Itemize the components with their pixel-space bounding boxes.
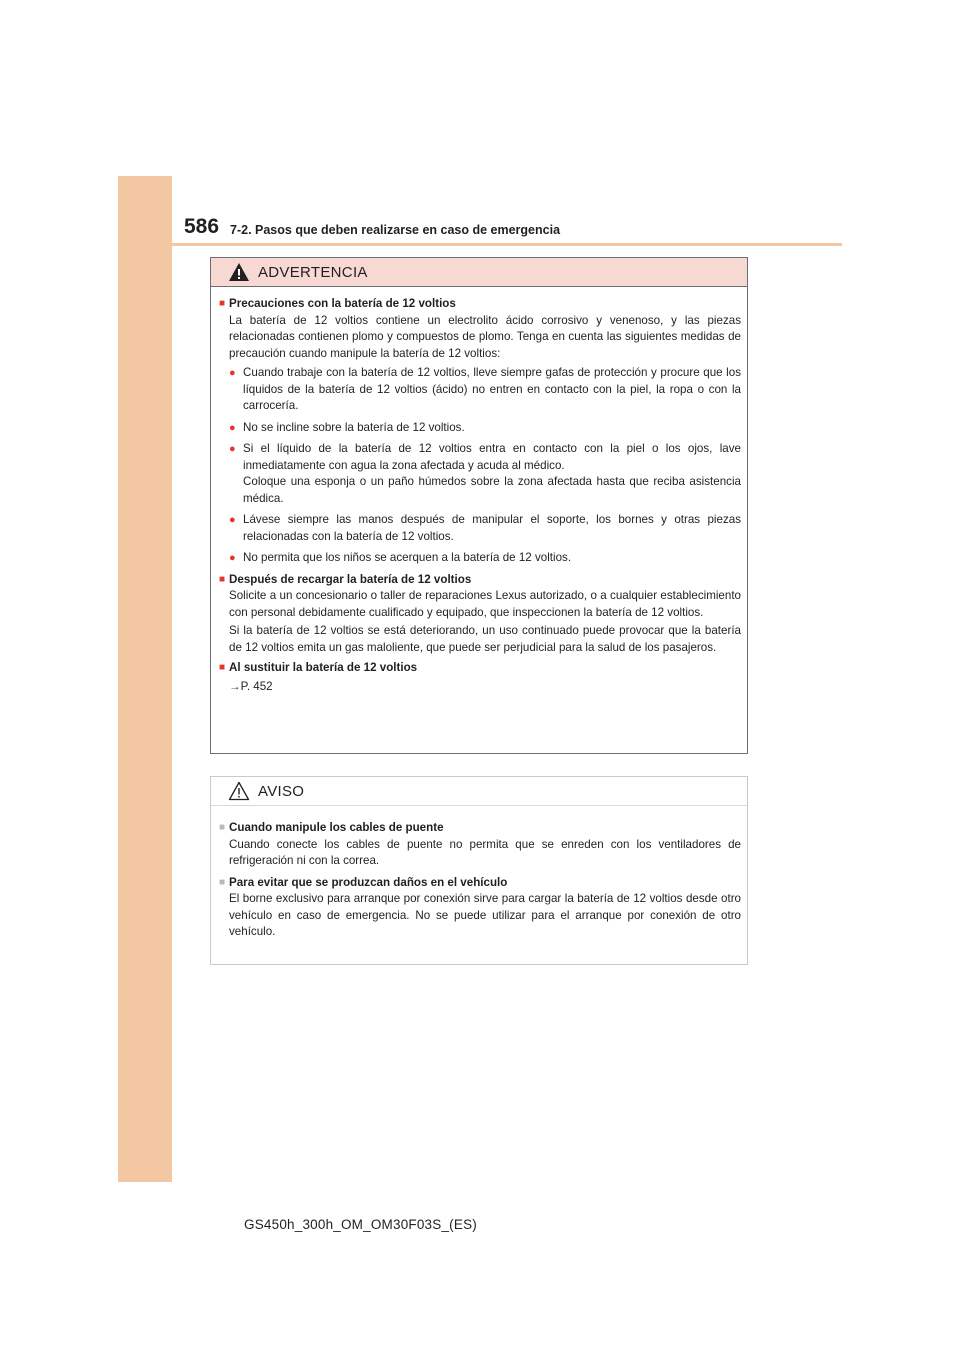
- paragraph: Solicite a un concesionario o taller de reparaciones Lexus autorizado, o a cualquier establecimiento con personal debidamente cualificado y equipado, que inspeccionen la batería de 12 voltios.: [229, 589, 741, 619]
- warning-box: [210, 257, 748, 754]
- page-reference-link[interactable]: →P. 452: [229, 679, 273, 693]
- warning-section-battery-precautions: [219, 296, 741, 567]
- paragraph: Cuando conecte los cables de puente no permita que se enreden con los ventiladores de refrigeración ni con la correa.: [229, 837, 741, 867]
- side-color-band: [118, 176, 172, 1182]
- warning-section-replace-battery: [219, 660, 741, 695]
- notice-section-jumper-cables: [219, 820, 741, 870]
- warning-section-after-recharge: [219, 572, 741, 657]
- square-bullet-icon: ■: [219, 662, 226, 673]
- circle-bullet-icon: ●: [229, 514, 236, 526]
- square-bullet-icon: ■: [219, 876, 226, 888]
- list-item: ● No permita que los niños se acerquen a la batería de 12 voltios.: [229, 550, 741, 567]
- circle-bullet-icon: ●: [229, 443, 236, 455]
- warning-triangle-filled-icon: [228, 262, 250, 282]
- circle-bullet-icon: ●: [229, 421, 236, 434]
- warning-title: ADVERTENCIA: [258, 263, 368, 281]
- circle-bullet-icon: ●: [229, 552, 236, 564]
- section-heading: Para evitar que se produzcan daños en el vehículo: [229, 875, 508, 889]
- section-title: 7-2. Pasos que deben realizarse en caso de emergencia: [230, 223, 561, 237]
- square-bullet-icon: ■: [219, 298, 226, 309]
- circle-bullet-icon: ●: [229, 367, 236, 379]
- paragraph: La batería de 12 voltios contiene un electrolito ácido corrosivo y venenoso, y las piezas relacionadas contienen plomo y compuestos de plomo. Tenga en cuenta las siguientes medidas de precaución cuando manipule la batería de 12 voltios:: [229, 313, 741, 360]
- section-heading: Al sustituir la batería de 12 voltios: [229, 661, 418, 674]
- page-number: 586: [184, 215, 220, 238]
- section-heading: Después de recargar la batería de 12 voltios: [229, 572, 472, 586]
- list-item: ● Lávese siempre las manos después de manipular el soporte, los bornes y otras piezas relacionadas con la batería de 12 voltios.: [229, 512, 741, 545]
- list-item: ● Si el líquido de la batería de 12 voltios entra en contacto con la piel o los ojos, lave inmediatamente con agua la zona afectada y acuda al médico. Coloque una esponja o un paño húmedos sobre la zona afectada hasta que reciba asistencia médica.: [229, 441, 741, 507]
- paragraph: Si la batería de 12 voltios se está deteriorando, un uso continuado puede provocar que la batería de 12 voltios emita un gas maloliente, que puede ser perjudicial para la salud de los pasajeros.: [229, 624, 741, 654]
- notice-header: [211, 777, 747, 806]
- list-item: ● Cuando trabaje con la batería de 12 voltios, lleve siempre gafas de protección y procure que los líquidos de la batería de 12 voltios (ácido) no entren en contacto con la piel, la ropa o con la carrocería.: [229, 365, 741, 415]
- notice-title: AVISO: [258, 782, 305, 800]
- header-rule: [172, 243, 842, 246]
- warning-header: [211, 258, 747, 287]
- warning-triangle-outline-icon: [228, 781, 250, 801]
- section-heading: Precauciones con la batería de 12 voltios: [229, 297, 456, 310]
- square-bullet-icon: ■: [219, 573, 226, 585]
- document-code-footer: GS450h_300h_OM_OM30F03S_(ES): [244, 1217, 477, 1232]
- section-heading: Cuando manipule los cables de puente: [229, 821, 444, 834]
- notice-box: [210, 776, 748, 965]
- paragraph: El borne exclusivo para arranque por conexión sirve para cargar la batería de 12 voltios desde otro vehículo en caso de emergencia. No se puede utilizar para el arranque por conexión de otro vehículo.: [229, 892, 741, 938]
- square-bullet-icon: ■: [219, 822, 226, 833]
- list-item: ● No se incline sobre la batería de 12 voltios.: [229, 420, 741, 437]
- notice-section-avoid-damage: [219, 875, 741, 941]
